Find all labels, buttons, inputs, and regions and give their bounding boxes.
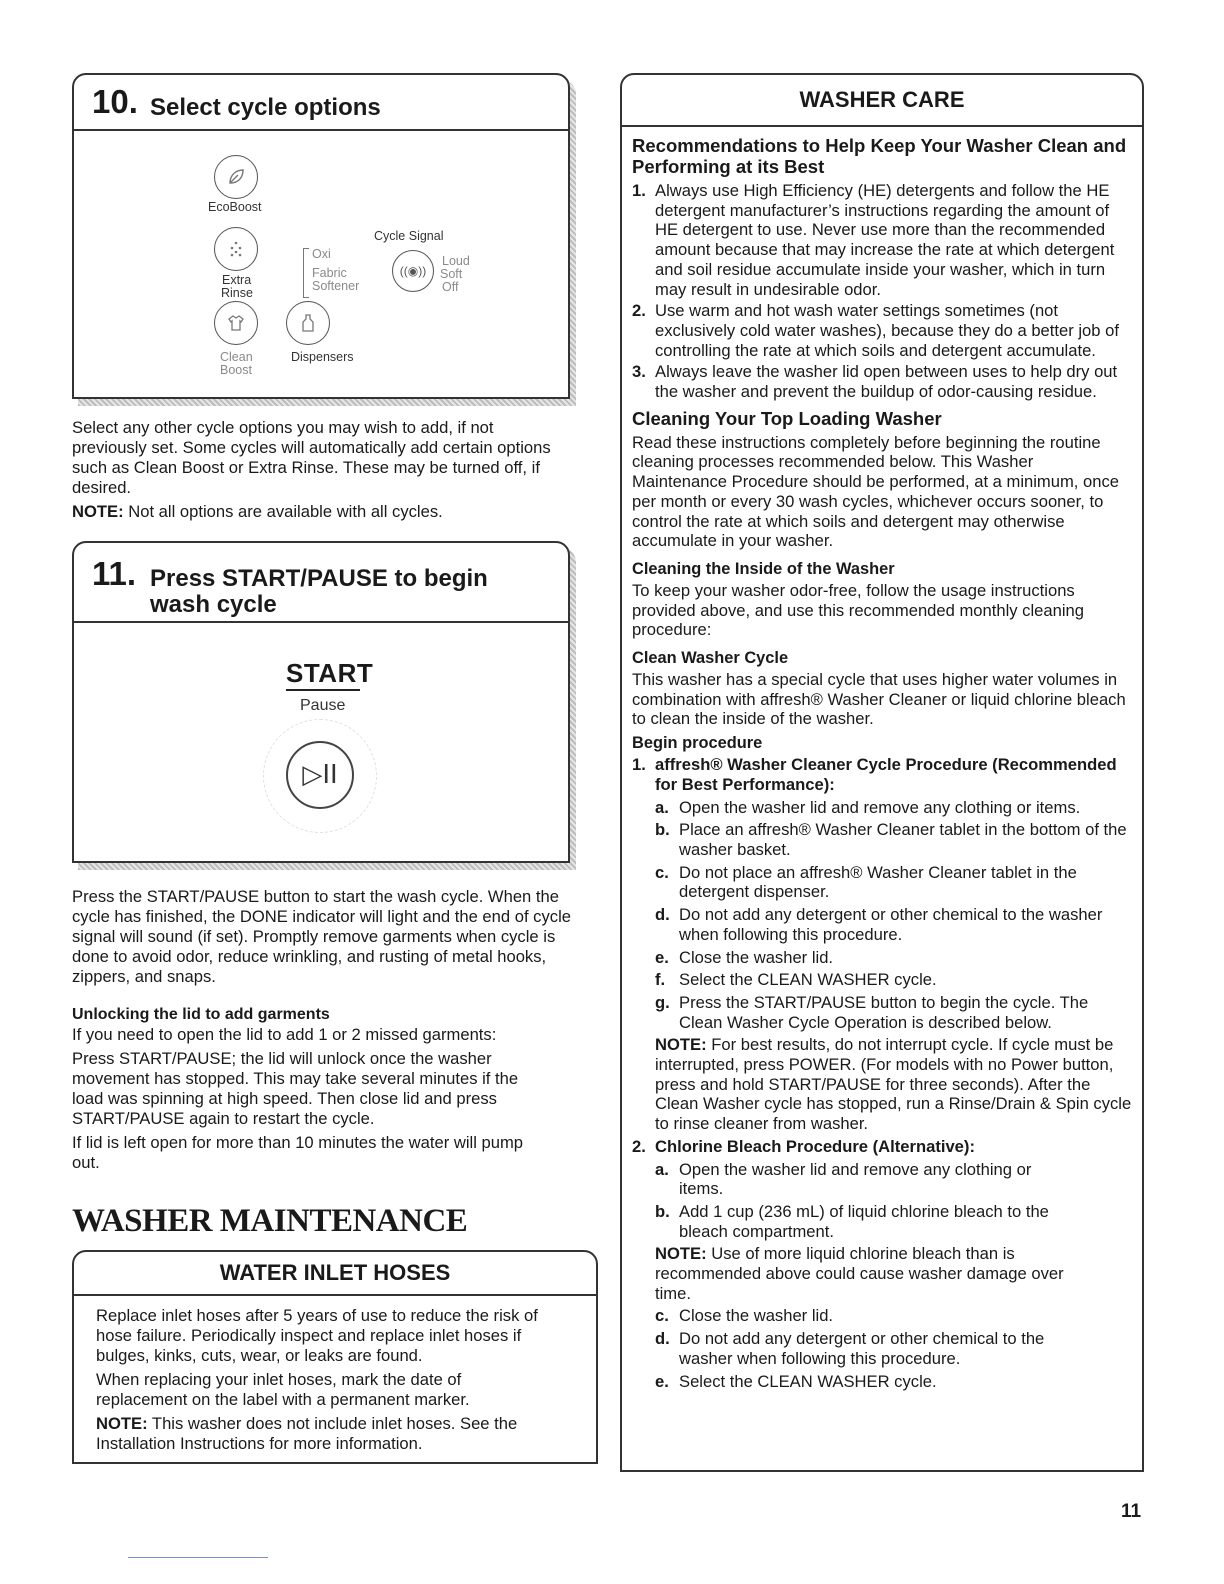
- play-pause-icon: ▷II: [302, 760, 338, 790]
- hoses-text: [74, 1296, 596, 1454]
- extra-rinse-button[interactable]: [214, 227, 258, 271]
- pause-label: Pause: [300, 697, 346, 714]
- dispenser-bracket: [303, 248, 309, 298]
- step-letter: b.: [655, 820, 670, 840]
- step-text: Open the washer lid and remove any clothing or items.: [679, 1159, 1032, 1199]
- procedure-step: [632, 1372, 1052, 1392]
- step10-panel: [72, 73, 570, 399]
- step10-note: [72, 502, 552, 522]
- procedure-1: [632, 755, 1132, 794]
- cleaning-paragraph: Read these instructions completely before beginning the routine cleaning processes recommended below. This Washer Maintenance Procedure should be performed, at a minimum, once per month or every 30 wash cycles, whichever occurs sooner, to control the rate at which soils and detergent may otherwise accumulate in your washer.: [632, 432, 1120, 551]
- start-pause-button[interactable]: [286, 741, 354, 809]
- step-letter: d.: [655, 1329, 670, 1349]
- step10-title: Select cycle options: [150, 94, 381, 121]
- procedure-2-steps-a: [632, 1160, 1052, 1242]
- start-underline: [286, 689, 360, 691]
- step-letter: g.: [655, 992, 670, 1012]
- note-label: NOTE:: [655, 1035, 707, 1055]
- step-text: Select the CLEAN WASHER cycle.: [679, 970, 937, 990]
- procedure-step: [632, 948, 1132, 968]
- page-number: 11: [1121, 1501, 1142, 1522]
- water-inlet-hoses-panel: [72, 1250, 598, 1464]
- sound-icon: ((◉)): [399, 264, 427, 278]
- recommendation-item: [632, 301, 1132, 360]
- unlock-paragraph-2: Press START/PAUSE; the lid will unlock once the washer movement has stopped. This may take several minutes if the load was spinning at high speed. Then close lid and press START/PAUSE again to restart the cycle.: [72, 1049, 519, 1128]
- procedure-2-note: [632, 1244, 1065, 1303]
- signal-loud-label: Loud: [442, 254, 470, 268]
- inside-paragraph: To keep your washer odor-free, follow the usage instructions provided above, and use this recommended monthly cleaning procedure:: [632, 580, 1084, 640]
- unlock-paragraph-1: If you need to open the lid to add 1 or 2 missed garments:: [72, 1025, 497, 1044]
- procedure-step: [632, 1306, 1052, 1326]
- clean-boost-label-2: Boost: [220, 363, 252, 377]
- step-text: Do not add any detergent or other chemical to the washer when following this procedure.: [679, 905, 1103, 944]
- inside-heading: Cleaning the Inside of the Washer: [632, 559, 895, 578]
- note-text: Not all options are available with all cycles.: [123, 502, 443, 521]
- procedure-step: [632, 1160, 1052, 1199]
- step-letter: d.: [655, 905, 670, 925]
- dispensers-button[interactable]: [286, 301, 330, 345]
- cycle-signal-label: Cycle Signal: [374, 229, 444, 243]
- step-letter: c.: [655, 1306, 669, 1326]
- step-letter: c.: [655, 862, 669, 882]
- unlock-paragraph-3: If lid is left open for more than 10 minutes the water will pump out.: [72, 1133, 524, 1172]
- step11-panel: [72, 541, 570, 863]
- step-letter: f.: [655, 970, 666, 990]
- step11-number: 11.: [92, 555, 137, 592]
- procedure-2: [632, 1137, 1132, 1157]
- note-text: For best results, do not interrupt cycle. If cycle must be interrupted, press POWER. (For models with no Power button, press and hold START/PAUSE for three seconds). After the Clean Washer cycle has stopped, run a Rinse/Drain & Spin cycle to rinse cleaner from washer.: [655, 1035, 1132, 1134]
- washer-care-content: [622, 127, 1142, 1391]
- bottle-icon: [297, 312, 319, 334]
- step10-paragraph: Select any other cycle options you may wish to add, if not previously set. Some cycles will automatically add certain options such as Clean Boost or Extra Rinse. These may be turned off, if desired.: [72, 418, 551, 497]
- dispenser-oxi-label: Oxi: [312, 247, 331, 261]
- step-text: Select the CLEAN WASHER cycle.: [679, 1371, 937, 1391]
- step-letter: b.: [655, 1201, 670, 1221]
- washer-care-panel: [620, 73, 1144, 1472]
- step10-header: [74, 75, 568, 131]
- clean-washer-cycle-paragraph: This washer has a special cycle that uses higher water volumes in combination with affresh® Washer Cleaner or liquid chlorine bleach to clean the inside of the washer.: [632, 670, 1126, 729]
- step-text: Do not place an affresh® Washer Cleaner tablet in the detergent dispenser.: [679, 862, 1077, 902]
- leaf-icon: [225, 166, 247, 188]
- footer-rule: [128, 1557, 268, 1558]
- step-text: Open the washer lid and remove any clothing or items.: [679, 797, 1081, 817]
- clean-washer-cycle-heading: Clean Washer Cycle: [632, 649, 789, 668]
- procedure-1-number: 1.: [632, 755, 646, 775]
- signal-soft-label: Soft: [440, 267, 463, 281]
- note-text: This washer does not include inlet hoses. See the Installation Instructions for more information.: [96, 1414, 518, 1453]
- procedure-2-number: 2.: [632, 1136, 646, 1156]
- shirt-icon: [225, 312, 247, 334]
- step11-title-line1: Press START/PAUSE to begin: [150, 565, 488, 592]
- step11-header: [74, 543, 568, 623]
- step-letter: e.: [655, 1371, 669, 1391]
- step-letter: a.: [655, 797, 669, 817]
- step-text: Close the washer lid.: [679, 1306, 834, 1326]
- unlock-heading: Unlocking the lid to add garments: [72, 1006, 330, 1023]
- dispenser-fabric-label: Fabric: [312, 266, 347, 280]
- dispenser-softener-label: Softener: [312, 279, 360, 293]
- ecoboost-label: EcoBoost: [208, 200, 262, 214]
- extra-rinse-label-1: Extra: [222, 273, 252, 287]
- list-text: Always leave the washer lid open between uses to help dry out the washer and prevent the buildup of odor-causing residue.: [655, 362, 1118, 402]
- hoses-note: [96, 1414, 574, 1454]
- step-text: Press the START/PAUSE button to begin the cycle. The Clean Washer Cycle Operation is described below.: [679, 992, 1089, 1032]
- washer-care-title: WASHER CARE: [622, 75, 1142, 127]
- dispensers-label: Dispensers: [291, 350, 354, 364]
- hoses-title: WATER INLET HOSES: [74, 1252, 596, 1296]
- step-text: Add 1 cup (236 mL) of liquid chlorine bleach to the bleach compartment.: [679, 1201, 1049, 1241]
- step11-title-line2: wash cycle: [150, 591, 277, 618]
- cycle-signal-button[interactable]: [392, 250, 434, 292]
- procedure-1-steps: [632, 798, 1132, 1033]
- note-label: NOTE:: [96, 1414, 148, 1433]
- step10-number: 10.: [92, 83, 138, 120]
- note-text: Use of more liquid chlorine bleach than is recommended above could cause washer damage over time.: [655, 1244, 1064, 1303]
- signal-off-label: Off: [442, 280, 459, 294]
- procedure-2-steps-b: [632, 1306, 1052, 1391]
- recommendation-item: [632, 181, 1132, 299]
- extra-rinse-label-2: Rinse: [221, 286, 253, 300]
- maintenance-heading: WASHER MAINTENANCE: [72, 1203, 468, 1239]
- step-text: Place an affresh® Washer Cleaner tablet in the bottom of the washer basket.: [679, 820, 1127, 859]
- procedure-step: [632, 820, 1132, 859]
- step11-text: [72, 887, 587, 1177]
- list-number: 1.: [632, 181, 646, 200]
- procedure-step: [632, 905, 1132, 944]
- list-number: 2.: [632, 301, 646, 321]
- step10-text: [72, 418, 552, 526]
- ecoboost-button[interactable]: [214, 155, 258, 199]
- procedure-step: [632, 993, 1132, 1032]
- note-label: NOTE:: [72, 502, 124, 521]
- clean-boost-label-1: Clean: [220, 350, 253, 364]
- step-letter: a.: [655, 1159, 669, 1179]
- step-letter: e.: [655, 947, 669, 967]
- recommendations-heading: Recommendations to Help Keep Your Washer Clean and Performing at its Best: [632, 135, 1127, 177]
- procedure-step: [632, 1202, 1052, 1241]
- list-text: Always use High Efficiency (HE) detergents and follow the HE detergent manufacturer’s instructions regarding the amount of HE detergent to use. Never use more than the recommended amount because that may increase the rate at which detergent and soil residue accumulate inside your washer, which in turn may result in undesirable odor.: [655, 181, 1115, 299]
- cleaning-heading: Cleaning Your Top Loading Washer: [632, 407, 942, 429]
- recommendations-list: [632, 181, 1132, 402]
- droplets-icon: [225, 238, 247, 260]
- procedure-step: [632, 863, 1132, 902]
- hoses-paragraph-2: When replacing your inlet hoses, mark the date of replacement on the label with a permanent marker.: [96, 1370, 470, 1409]
- procedure-2-title: Chlorine Bleach Procedure (Alternative):: [655, 1136, 975, 1156]
- procedure-step: [632, 798, 1132, 818]
- step-text: Do not add any detergent or other chemical to the washer when following this procedure.: [679, 1329, 1045, 1368]
- procedure-step: [632, 970, 1132, 990]
- step11-paragraph: Press the START/PAUSE button to start the wash cycle. When the cycle has finished, the DONE indicator will light and the end of cycle signal will sound (if set). Promptly remove garments when cycle is done to avoid odor, reduce wrinkling, and rusting of metal hooks, zippers, and snaps.: [72, 887, 571, 986]
- list-text: Use warm and hot wash water settings sometimes (not exclusively cold water washes), because they do a better job of controlling the rate at which soils and detergent accumulate.: [655, 301, 1119, 360]
- start-label: START: [286, 658, 374, 688]
- note-label: NOTE:: [655, 1244, 707, 1264]
- step-text: Close the washer lid.: [679, 947, 834, 967]
- recommendation-item: [632, 362, 1132, 401]
- clean-boost-button[interactable]: [214, 301, 258, 345]
- begin-procedure-heading: Begin procedure: [632, 734, 763, 753]
- procedure-step: [632, 1329, 1052, 1368]
- list-number: 3.: [632, 362, 646, 382]
- procedure-1-note: [632, 1035, 1132, 1134]
- procedure-1-title: affresh® Washer Cleaner Cycle Procedure (Recommended for Best Performance):: [655, 755, 1117, 794]
- hoses-paragraph-1: Replace inlet hoses after 5 years of use to reduce the risk of hose failure. Periodically inspect and replace inlet hoses if bulges, kinks, cuts, wear, or leaks are found.: [96, 1306, 538, 1365]
